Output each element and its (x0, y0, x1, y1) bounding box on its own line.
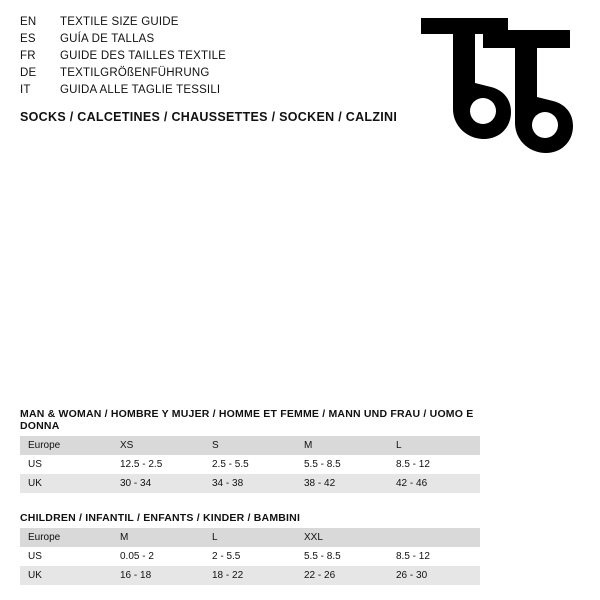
column-header: XS (120, 440, 134, 451)
table-row (20, 455, 480, 474)
socks-illustration (405, 18, 575, 178)
row-label: UK (28, 570, 42, 581)
cell: 5.5 - 8.5 (304, 459, 341, 470)
cell: 2.5 - 5.5 (212, 459, 249, 470)
row-label: US (28, 459, 42, 470)
cell: 42 - 46 (396, 478, 428, 489)
cell: 8.5 - 12 (396, 459, 430, 470)
language-label: TEXTILGRÖßENFÜHRUNG (60, 67, 210, 79)
column-header: M (120, 532, 129, 543)
section-title: CHILDREN / INFANTIL / ENFANTS / KINDER / BAMBINI (20, 512, 301, 524)
table-row (20, 474, 480, 493)
language-code: DE (20, 67, 37, 79)
language-code: EN (20, 16, 37, 28)
language-row (20, 14, 380, 31)
man-woman-size-table (20, 436, 480, 493)
cell: 12.5 - 2.5 (120, 459, 163, 470)
language-row (20, 82, 380, 99)
cell: 38 - 42 (304, 478, 336, 489)
language-label: TEXTILE SIZE GUIDE (60, 16, 179, 28)
cell: 22 - 26 (304, 570, 336, 581)
table-header-row (20, 528, 480, 547)
column-header: Europe (28, 440, 61, 451)
language-list (20, 14, 380, 99)
column-header: M (304, 440, 313, 451)
table-header-row (20, 436, 480, 455)
language-row (20, 65, 380, 82)
language-code: FR (20, 50, 36, 62)
column-header: L (212, 532, 218, 543)
language-label: GUIDE DES TAILLES TEXTILE (60, 50, 227, 62)
column-header: S (212, 440, 219, 451)
column-header: L (396, 440, 402, 451)
section-title: MAN & WOMAN / HOMBRE Y MUJER / HOMME ET FEMME / MANN UND FRAU / UOMO E DONNA (20, 408, 474, 432)
row-label: UK (28, 478, 42, 489)
cell: 2 - 5.5 (212, 551, 241, 562)
language-label: GUÍA DE TALLAS (60, 33, 155, 45)
children-size-section (20, 512, 480, 585)
cell: 26 - 30 (396, 570, 428, 581)
row-label: US (28, 551, 42, 562)
language-label: GUIDA ALLE TAGLIE TESSILI (60, 84, 221, 96)
column-header (388, 528, 480, 547)
product-line-title: SOCKS / CALCETINES / CHAUSSETTES / SOCKEN / CALZINI (20, 110, 398, 124)
cell: 0.05 - 2 (120, 551, 154, 562)
cell: 16 - 18 (120, 570, 152, 581)
cell: 8.5 - 12 (396, 551, 430, 562)
table-row (20, 566, 480, 585)
language-row (20, 31, 380, 48)
cell: 34 - 38 (212, 478, 244, 489)
cell: 30 - 34 (120, 478, 152, 489)
table-row (20, 547, 480, 566)
children-size-table (20, 528, 480, 585)
man-woman-size-section (20, 408, 480, 493)
cell: 5.5 - 8.5 (304, 551, 341, 562)
column-header: Europe (28, 532, 61, 543)
column-header: XXL (304, 532, 323, 543)
language-row (20, 48, 380, 65)
language-code: IT (20, 84, 31, 96)
cell: 18 - 22 (212, 570, 244, 581)
language-code: ES (20, 33, 36, 45)
